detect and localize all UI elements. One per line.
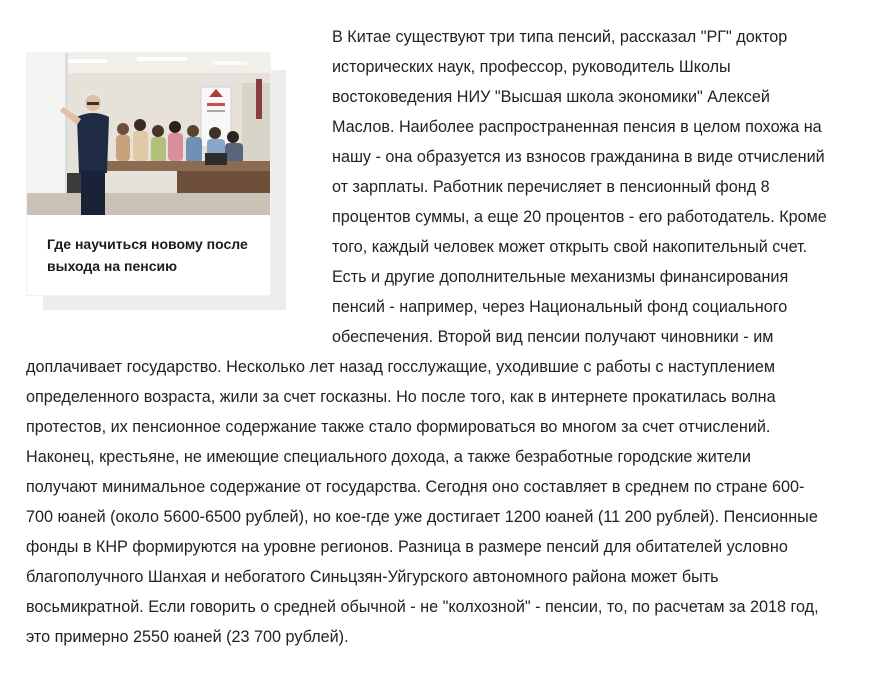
paragraph-line: востоковедения НИУ "Высшая школа экономики" Алексей [332,88,770,106]
related-article-photo[interactable] [27,53,270,215]
paragraph-line: Наконец, крестьяне, не имеющие специального дохода, а также безработные городские жители [26,448,751,466]
paragraph-line: того, каждый человек может открыть свой накопительный счет. [332,238,808,256]
paragraph-line: нашу - она образуется из взносов гражданина в виде отчислений [332,148,825,166]
paragraph-line: обеспечения. Второй вид пенсии получают чиновники - им [332,328,774,346]
paragraph-line: доплачивает государство. Несколько лет назад госслужащие, уходившие с работы с наступлением [26,358,776,376]
paragraph-line: В Китае существуют три типа пенсий, рассказал "РГ" доктор [332,28,788,46]
paragraph-line: Есть и другие дополнительные механизмы финансирования [332,268,789,286]
paragraph-line: от зарплаты. Работник перечисляет в пенсионный фонд 8 [332,178,770,196]
paragraph-line: пенсий - например, через Национальный фонд социального [332,298,788,316]
related-article-title[interactable]: Где научиться новому после выхода на пенсию [47,236,248,274]
paragraph-line: Маслов. Наиболее распространенная пенсия в целом похожа на [332,118,822,136]
paragraph-line: процентов суммы, а еще 20 процентов - его работодатель. Кроме [332,208,827,226]
paragraph-line: восьмикратной. Если говорить о средней обычной - не "колхозной" - пенсии, то, по расчетам за 2018 год, [26,598,819,616]
paragraph-line: определенного возраста, жили за счет госказны. Но после того, как в интернете прокатилась волна [26,388,776,406]
paragraph-line: исторических наук, профессор, руководитель Школы [332,58,731,76]
paragraph-line: получают минимальное содержание от государства. Сегодня оно составляет в среднем по стране 600- [26,478,805,496]
paragraph-line: протестов, их пенсионное содержание также стало формироваться во многом за счет отчислений. [26,418,771,436]
paragraph-line: фонды в КНР формируются на уровне регионов. Разница в размере пенсий для обитателей условно [26,538,788,556]
paragraph-line: это примерно 2550 юаней (23 700 рублей). [26,628,349,646]
paragraph-line: благополучного Шанхая и небогатого Синьцзян-Уйгурского автономного района может быть [26,568,719,586]
paragraph-line: 700 юаней (около 5600-6500 рублей), но кое-где уже достигает 1200 юаней (11 200 рублей). Пенсионные [26,508,818,526]
related-article-card[interactable] [27,53,270,295]
